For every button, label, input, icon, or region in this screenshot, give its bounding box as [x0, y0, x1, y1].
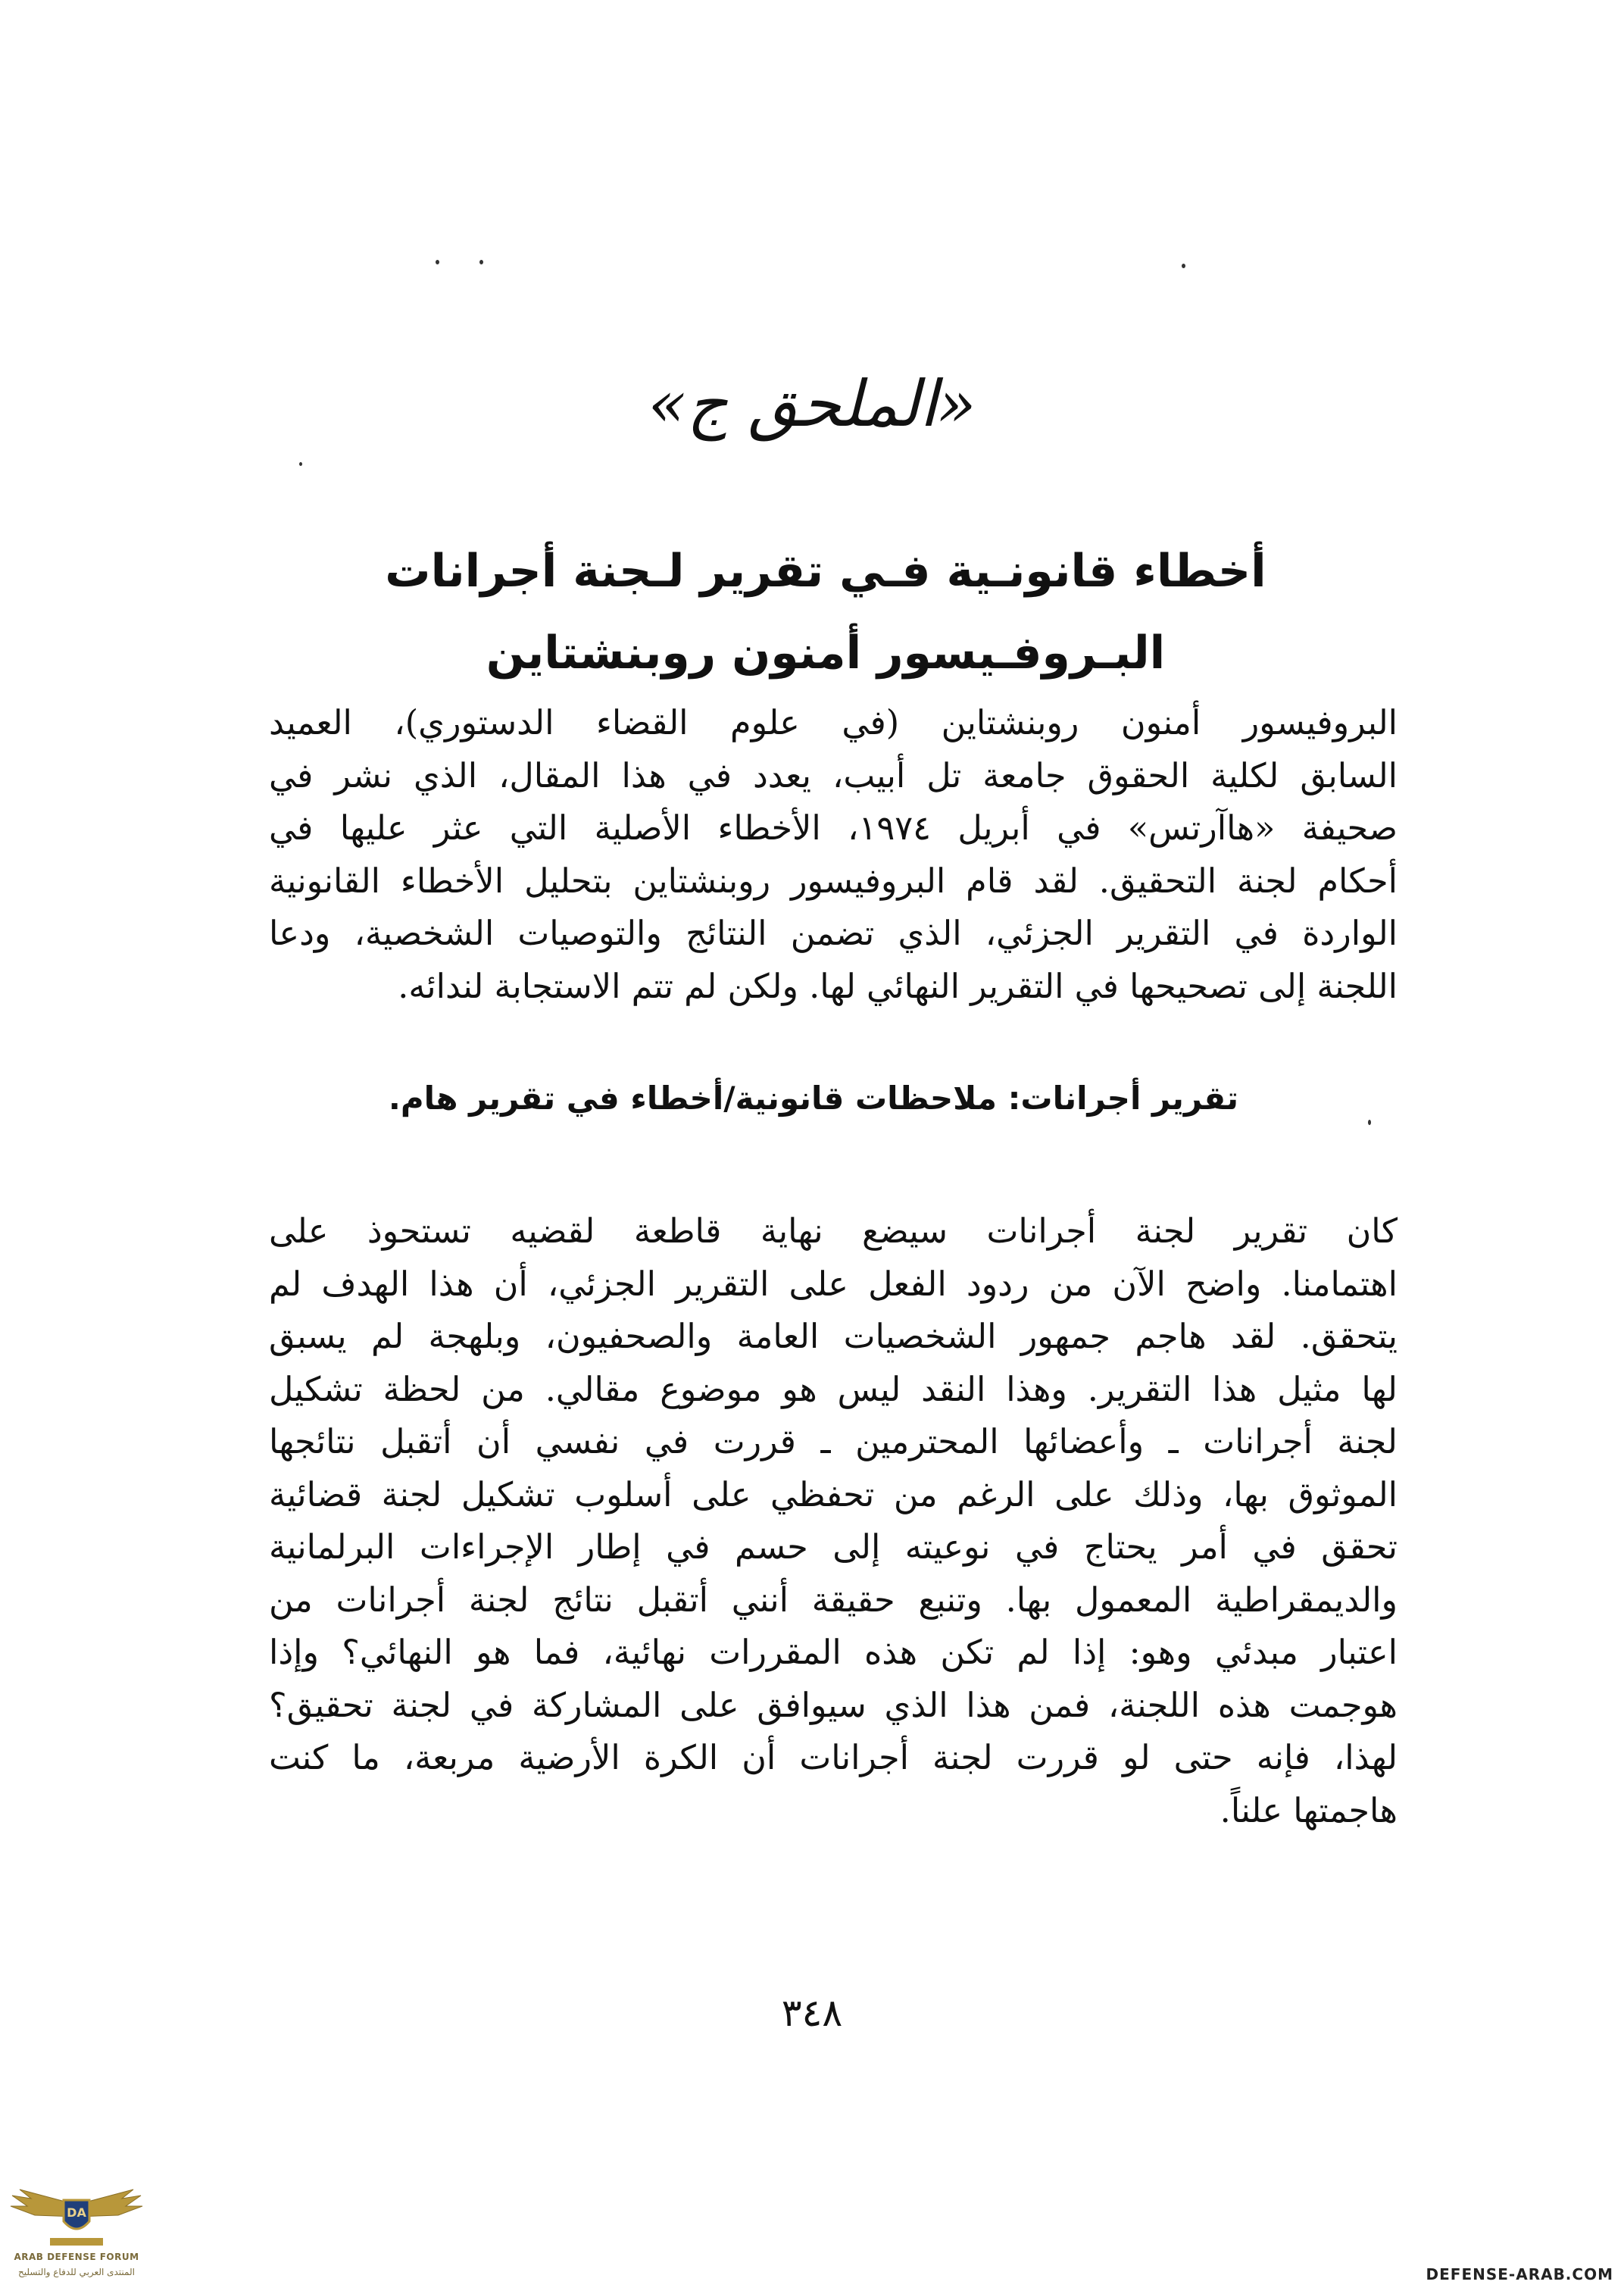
- body-line: كان تقرير لجنة أجرانات سيضع نهاية قاطعة لقضيه تستحوذ على: [269, 1212, 1398, 1251]
- body-line: لها مثيل هذا التقرير. وهذا النقد ليس هو موضوع مقالي. من لحظة تشكيل: [269, 1370, 1398, 1409]
- body-line: اعتبار مبدئي وهو: إذا لم تكن هذه المقررات نهائية، فما هو النهائي؟ وإذا: [269, 1633, 1398, 1672]
- intro-line: الواردة في التقرير الجزئي، الذي تضمن النتائج والتوصيات الشخصية، ودعا: [269, 914, 1398, 953]
- body-line: اهتمامنا. واضح الآن من ردود الفعل على التقرير الجزئي، أن هذا الهدف لم: [269, 1264, 1398, 1304]
- article-title: [265, 530, 1386, 694]
- logo-text-en: ARAB DEFENSE FORUM: [14, 2252, 139, 2262]
- intro-line: صحيفة «هاآرتس» في أبريل ١٩٧٤، الأخطاء الأصلية التي عثر عليها في: [269, 809, 1398, 848]
- logo-text-ar: المنتدى العربي للدفاع والتسليح: [18, 2267, 135, 2277]
- body-line: هاجمتها علناً.: [1220, 1791, 1398, 1830]
- body-line: والديمقراطية المعمول بها. وتنبع حقيقة أنني أتقبل نتائج لجنة أجرانات من: [269, 1580, 1398, 1620]
- body-line: لجنة أجرانات ـ وأعضائها المحترمين ـ قررت في نفسي أن أتقبل نتائجها: [269, 1423, 1398, 1461]
- appendix-title: «الملحق ج»: [648, 367, 976, 441]
- site-url-watermark: DEFENSE-ARAB.COM: [1426, 2265, 1613, 2283]
- intro-line: اللجنة إلى تصحيحها في التقرير النهائي لها. ولكن لم تتم الاستجابة لندائه.: [398, 967, 1398, 1006]
- scan-speck: [299, 462, 302, 466]
- intro-line: البروفيسور أمنون روبنشتاين (في علوم القضاء الدستوري)، العميد: [269, 704, 1398, 742]
- body-line: هوجمت هذه اللجنة، فمن هذا الذي سيوافق على المشاركة في لجنة تحقيق؟: [269, 1686, 1398, 1725]
- article-title-line-2: البـروفـيسور أمنون روبنشتاين: [486, 627, 1166, 680]
- scan-speck: [1368, 1120, 1371, 1125]
- body-line: يتحقق. لقد هاجم جمهور الشخصيات العامة والصحفيون، وبلهجة لم يسبق: [269, 1317, 1398, 1356]
- forum-logo: [5, 2182, 148, 2288]
- scan-speck: [436, 260, 439, 264]
- body-line: الموثوق بها، وذلك على الرغم من تحفظي على أسلوب تشكيل لجنة قضائية: [269, 1475, 1398, 1514]
- article-title-line-1: أخطاء قانونـية فـي تقرير لـجنة أجرانات: [385, 545, 1266, 598]
- body-paragraph: [269, 1205, 1398, 1837]
- body-line: تحقق في أمر يحتاج في نوعيته إلى حسم في إطار الإجراءات البرلمانية: [269, 1528, 1398, 1567]
- intro-line: السابق لكلية الحقوق جامعة تل أبيب، يعدد في هذا المقال، الذي نشر في: [269, 756, 1398, 795]
- page-number: ٣٤٨: [781, 1991, 843, 2035]
- intro-line: أحكام لجنة التحقيق. لقد قام البروفيسور روبنشتاين بتحليل الأخطاء القانونية: [269, 861, 1398, 901]
- intro-paragraph: [269, 697, 1398, 1013]
- section-subheading: تقرير أجرانات: ملاحظات قانونية/أخطاء في تقرير هام.: [388, 1080, 1238, 1117]
- forum-emblem-icon: [5, 2182, 148, 2252]
- scan-speck: [479, 260, 483, 264]
- scan-speck: [1182, 264, 1185, 268]
- body-line: لهذا، فإنه حتى لو قررت لجنة أجرانات أن الكرة الأرضية مربعة، ما كنت: [269, 1739, 1398, 1777]
- svg-text:DA: DA: [67, 2205, 86, 2220]
